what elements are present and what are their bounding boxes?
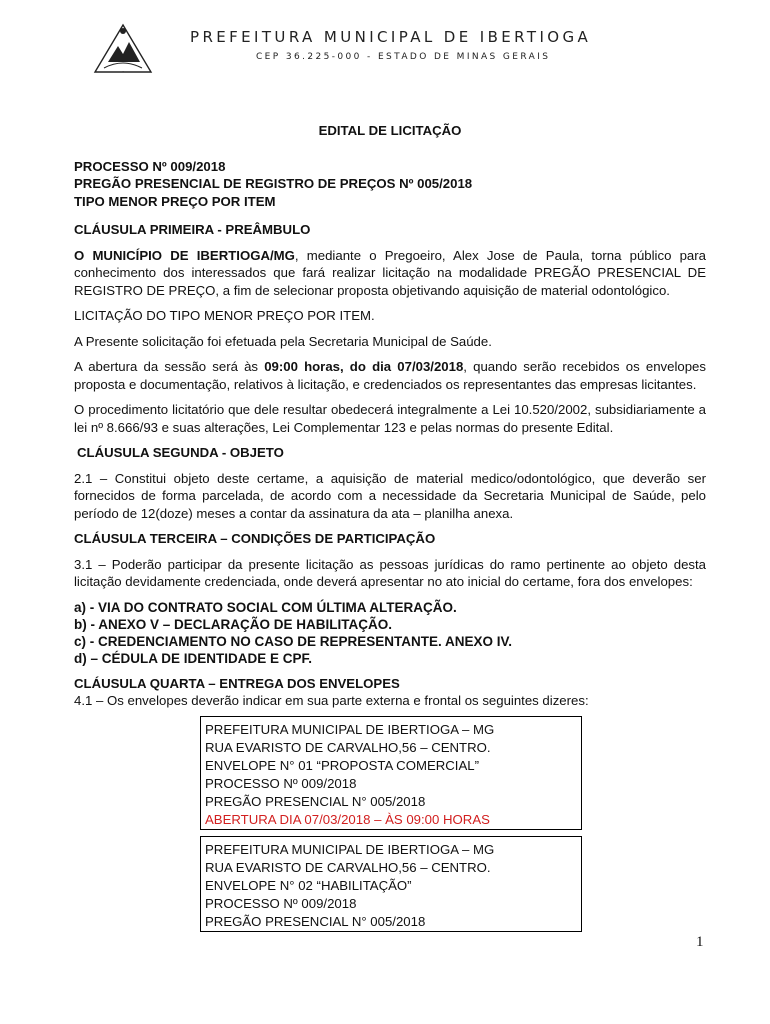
solicitacao-text: A Presente solicitação foi efetuada pela Secretaria Municipal de Saúde.: [74, 333, 492, 349]
processo-line: PROCESSO Nº 009/2018: [74, 158, 226, 174]
envelope-1-line: PREGÃO PRESENCIAL N° 005/2018: [205, 793, 426, 809]
envelope-1-line: PREFEITURA MUNICIPAL DE IBERTIOGA – MG: [205, 721, 495, 737]
envelope-2-line: PREGÃO PRESENCIAL N° 005/2018: [205, 913, 426, 929]
abertura-pre: A abertura da sessão será às: [74, 359, 265, 374]
letterhead-subtitle: CEP 36.225-000 - ESTADO DE MINAS GERAIS: [256, 52, 551, 62]
licitacao-tipo: LICITAÇÃO DO TIPO MENOR PREÇO POR ITEM.: [74, 308, 375, 323]
tipo-line: TIPO MENOR PREÇO POR ITEM: [74, 193, 276, 209]
clause-1-text: [74, 247, 706, 300]
letterhead-title: PREFEITURA MUNICIPAL DE IBERTIOGA: [190, 28, 592, 46]
envelope-2-line: PROCESSO Nº 009/2018: [205, 895, 357, 911]
letterhead: [0, 0, 770, 90]
pregao-line: PREGÃO PRESENCIAL DE REGISTRO DE PREÇOS Nº 005/2018: [74, 176, 473, 191]
clause-4-title: CLÁUSULA QUARTA – ENTREGA DOS ENVELOPES: [74, 675, 400, 691]
envelope-1-line: ENVELOPE N° 01 “PROPOSTA COMERCIAL”: [205, 757, 479, 773]
abertura-datetime: 09:00 horas, do dia 07/03/2018: [264, 359, 464, 374]
clause-3-text: 3.1 – Poderão participar da presente licitação as pessoas jurídicas do ramo pertinente ao objeto desta licitação devidamente credenciada, onde deverá apresentar no ato inicial do certame, fora dos envelopes:: [74, 556, 706, 589]
page-number: 1: [696, 934, 704, 950]
list-item: a) - VIA DO CONTRATO SOCIAL COM ÚLTIMA ALTERAÇÃO.: [74, 599, 457, 615]
envelope-1-opening-date: ABERTURA DIA 07/03/2018 – ÀS 09:00 HORAS: [205, 811, 490, 827]
envelope-2-box: [200, 836, 582, 932]
municipal-coat-of-arms-icon: [92, 22, 154, 76]
list-item: b) - ANEXO V – DECLARAÇÃO DE HABILITAÇÃO.: [74, 616, 393, 632]
clause-1-body: , mediante o Pregoeiro, Alex Jose de Paula, torna público para conhecimento dos interessados que fará realizar licitação na modalidade PREGÃO PRESENCIAL DE REGISTRO DE PREÇO, a fim de selecionar proposta objetivando aquisição de material odontológico.: [74, 247, 706, 298]
envelope-1-line: PROCESSO Nº 009/2018: [205, 775, 357, 791]
list-item: c) - CREDENCIAMENTO NO CASO DE REPRESENTANTE. ANEXO IV.: [74, 633, 513, 649]
procedimento-text: O procedimento licitatório que dele resultar obedecerá integralmente a Lei 10.520/2002, subsidiariamente a lei nº 8.666/93 e suas alterações, Lei Complementar 123 e pelas normas do presente Edital.: [74, 402, 706, 435]
document-body: [74, 122, 706, 932]
clause-2-text: 2.1 – Constitui objeto deste certame, a aquisição de material medico/odontológico, que deverão ser fornecidos de forma parcelada, de acordo com a necessidade da Secretaria Municipal de Saúde, pelo período de 12(doze) meses a contar da assinatura da ata – planilha anexa.: [74, 470, 706, 521]
clause-4-text: 4.1 – Os envelopes deverão indicar em sua parte externa e frontal os seguintes dizeres:: [74, 693, 589, 708]
clause-1-title: CLÁUSULA PRIMEIRA - PREÂMBULO: [74, 222, 311, 237]
list-item: d) – CÉDULA DE IDENTIDADE E CPF.: [74, 650, 313, 666]
clause-3-title: CLÁUSULA TERCEIRA – CONDIÇÕES DE PARTICIPAÇÃO: [74, 531, 436, 546]
envelope-2-line: RUA EVARISTO DE CARVALHO,56 – CENTRO.: [205, 859, 491, 875]
envelope-2-line: PREFEITURA MUNICIPAL DE IBERTIOGA – MG: [205, 841, 495, 857]
abertura-text: [74, 358, 706, 393]
clause-3-items: [74, 599, 706, 667]
abertura-post: , quando serão recebidos os envelopes proposta e documentação, relativos à licitação, e credenciados os representantes das empresas licitantes.: [74, 359, 706, 392]
clause-2-title: CLÁUSULA SEGUNDA - OBJETO: [77, 445, 284, 460]
clause-1-lead: O MUNICÍPIO DE IBERTIOGA/MG: [74, 247, 295, 263]
envelope-2-line: ENVELOPE N° 02 “HABILITAÇÃO”: [205, 877, 412, 893]
envelope-1-line: RUA EVARISTO DE CARVALHO,56 – CENTRO.: [205, 739, 491, 755]
svg-text:': ': [122, 71, 124, 76]
document-title: EDITAL DE LICITAÇÃO: [318, 123, 462, 138]
envelope-1-box: [200, 716, 582, 830]
